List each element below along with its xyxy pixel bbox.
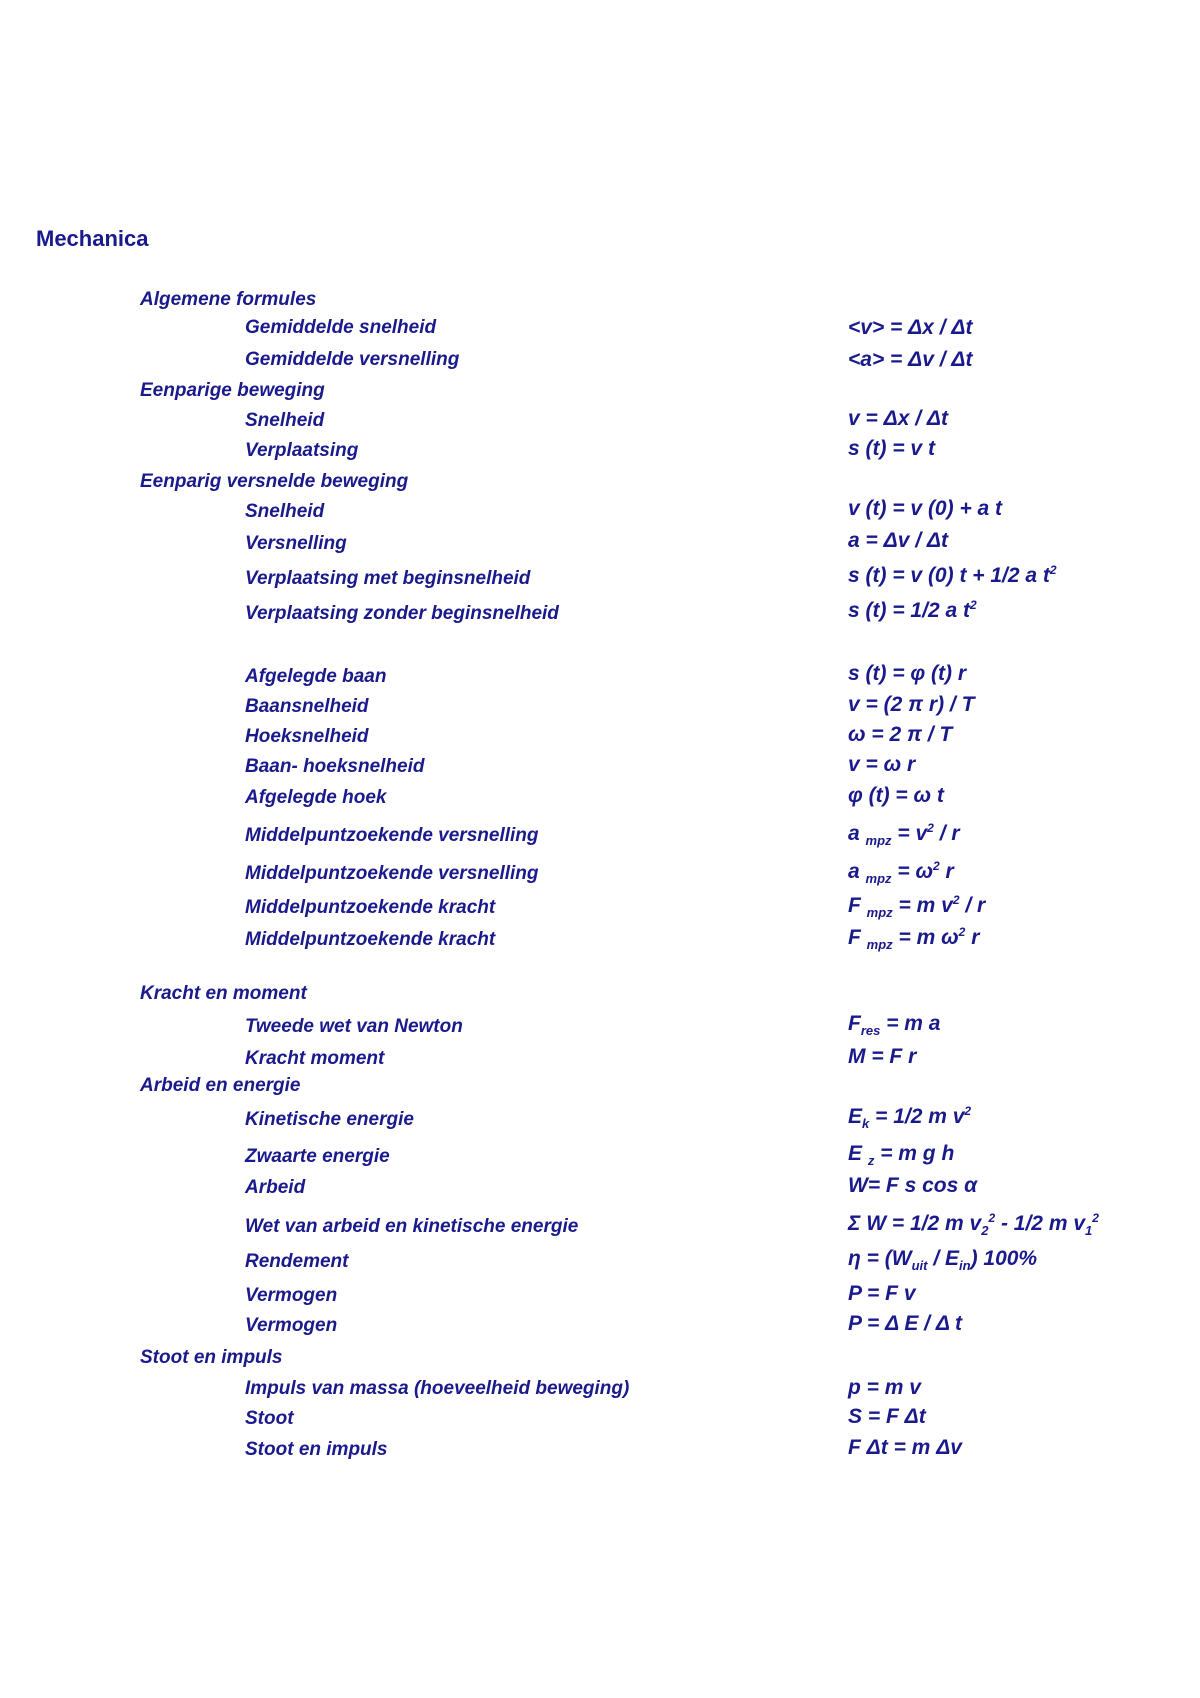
formula-versnelling: a = Δv / Δt bbox=[848, 529, 948, 552]
formula-vermogen-1: P = F v bbox=[848, 1282, 916, 1305]
formula-baansnelheid: v = (2 π r) / T bbox=[848, 693, 975, 716]
formula-vermogen-2: P = Δ E / Δ t bbox=[848, 1312, 962, 1335]
formula-label-versnelling: Versnelling bbox=[245, 533, 347, 554]
formula-label-verplaatsing-met-beginsnelheid: Verplaatsing met beginsnelheid bbox=[245, 568, 531, 589]
formula-snelheid: v = Δx / Δt bbox=[848, 407, 948, 430]
section-heading-eenparige-beweging: Eenparige beweging bbox=[140, 380, 325, 401]
formula-middelpuntzoekende-kracht-1: F $_{mpz}$ = m $v^2$ / r bbox=[848, 893, 986, 921]
formula-label-middelpuntzoekende-versnelling-1: Middelpuntzoekende versnelling bbox=[245, 825, 539, 846]
formula-label-gemiddelde-versnelling: Gemiddelde versnelling bbox=[245, 349, 460, 370]
formula-tweede-wet-van-newton: $F_{res} = m$ a bbox=[848, 1012, 941, 1039]
formula-kinetische-energie: $E_k = 1/2$ m $v^2$ bbox=[848, 1104, 972, 1132]
formula-label-verplaatsing-zonder-beginsnelheid: Verplaatsing zonder beginsnelheid bbox=[245, 603, 559, 624]
formula-label-zwaarte-energie: Zwaarte energie bbox=[245, 1146, 390, 1167]
formula-stoot-en-impuls: F Δt = m Δv bbox=[848, 1436, 962, 1459]
formula-label-afgelegde-baan: Afgelegde baan bbox=[245, 666, 387, 687]
formula-label-vermogen-2: Vermogen bbox=[245, 1315, 338, 1336]
formula-middelpuntzoekende-kracht-2: F $_{mpz}$ = m $\omega^2$ r bbox=[848, 925, 980, 953]
page-title: Mechanica bbox=[36, 226, 149, 251]
formula-hoeksnelheid: ω = 2 π / T bbox=[848, 723, 953, 746]
formula-label-stoot-en-impuls: Stoot en impuls bbox=[245, 1439, 388, 1460]
formula-label-middelpuntzoekende-versnelling-2: Middelpuntzoekende versnelling bbox=[245, 863, 539, 884]
formula-middelpuntzoekende-versnelling-1: a $_{mpz} = v^2 / r$ bbox=[848, 821, 960, 849]
formula-label-gemiddelde-snelheid: Gemiddelde snelheid bbox=[245, 317, 437, 338]
formula-label-kinetische-energie: Kinetische energie bbox=[245, 1109, 414, 1130]
formula-label-tweede-wet-van-newton: Tweede wet van Newton bbox=[245, 1016, 463, 1037]
formula-middelpuntzoekende-versnelling-2: a $_{mpz} = \omega^2$ r bbox=[848, 859, 954, 887]
formula-baan-hoeksnelheid: v = ω r bbox=[848, 753, 916, 776]
formula-impuls-van-massa: p = m v bbox=[848, 1376, 921, 1399]
section-heading-eenparig-versnelde-beweging: Eenparig versnelde beweging bbox=[140, 471, 409, 492]
formula-label-baan-hoeksnelheid: Baan- hoeksnelheid bbox=[245, 756, 425, 777]
formula-label-snelheid-versneld: Snelheid bbox=[245, 501, 325, 522]
formula-label-vermogen-1: Vermogen bbox=[245, 1285, 338, 1306]
formula-afgelegde-baan: s (t) = φ (t) r bbox=[848, 662, 967, 685]
formula-label-arbeid: Arbeid bbox=[245, 1177, 306, 1198]
formula-verplaatsing: s (t) = v t bbox=[848, 437, 935, 460]
formula-snelheid-versneld: v (t) = v (0) + a t bbox=[848, 497, 1003, 520]
formula-label-rendement: Rendement bbox=[245, 1251, 349, 1272]
formula-label-wet-van-arbeid: Wet van arbeid en kinetische energie bbox=[245, 1216, 579, 1237]
section-heading-algemene-formules: Algemene formules bbox=[140, 289, 317, 310]
formula-gemiddelde-snelheid: <v> = Δx / Δt bbox=[848, 316, 973, 339]
formula-label-kracht-moment: Kracht moment bbox=[245, 1048, 385, 1069]
formula-label-verplaatsing: Verplaatsing bbox=[245, 440, 359, 461]
formula-label-afgelegde-hoek: Afgelegde hoek bbox=[245, 787, 387, 808]
formula-label-baansnelheid: Baansnelheid bbox=[245, 696, 369, 717]
formula-afgelegde-hoek: φ (t) = ω t bbox=[848, 784, 944, 807]
section-heading-stoot-en-impuls: Stoot en impuls bbox=[140, 1347, 283, 1368]
formula-label-middelpuntzoekende-kracht-1: Middelpuntzoekende kracht bbox=[245, 897, 496, 918]
formula-label-impuls-van-massa: Impuls van massa (hoeveelheid beweging) bbox=[245, 1378, 630, 1399]
formula-verplaatsing-zonder-beginsnelheid: s (t) = 1/2 a $t^2$ bbox=[848, 598, 977, 622]
formula-kracht-moment: M = F r bbox=[848, 1045, 917, 1068]
formula-verplaatsing-met-beginsnelheid: s (t) = v (0) t + 1/2 a $t^2$ bbox=[848, 563, 1057, 587]
formula-wet-van-arbeid: Σ W = 1/2 m $v_2^2 - 1/2$ m $v_1^2$ bbox=[848, 1211, 1099, 1239]
formula-arbeid: W= F s cos α bbox=[848, 1174, 978, 1197]
formula-label-middelpuntzoekende-kracht-2: Middelpuntzoekende kracht bbox=[245, 929, 496, 950]
formula-gemiddelde-versnelling: <a> = Δv / Δt bbox=[848, 348, 973, 371]
formula-label-stoot: Stoot bbox=[245, 1408, 294, 1429]
formula-rendement: $\eta = (W_{uit} / E_{in})$ 100% bbox=[848, 1247, 1038, 1274]
section-heading-arbeid-en-energie: Arbeid en energie bbox=[140, 1075, 301, 1096]
formula-label-snelheid: Snelheid bbox=[245, 410, 325, 431]
section-heading-kracht-en-moment: Kracht en moment bbox=[140, 983, 307, 1004]
formula-zwaarte-energie: E $_z$ = m g h bbox=[848, 1142, 955, 1169]
formula-stoot: S = F Δt bbox=[848, 1405, 926, 1428]
formula-label-hoeksnelheid: Hoeksnelheid bbox=[245, 726, 369, 747]
